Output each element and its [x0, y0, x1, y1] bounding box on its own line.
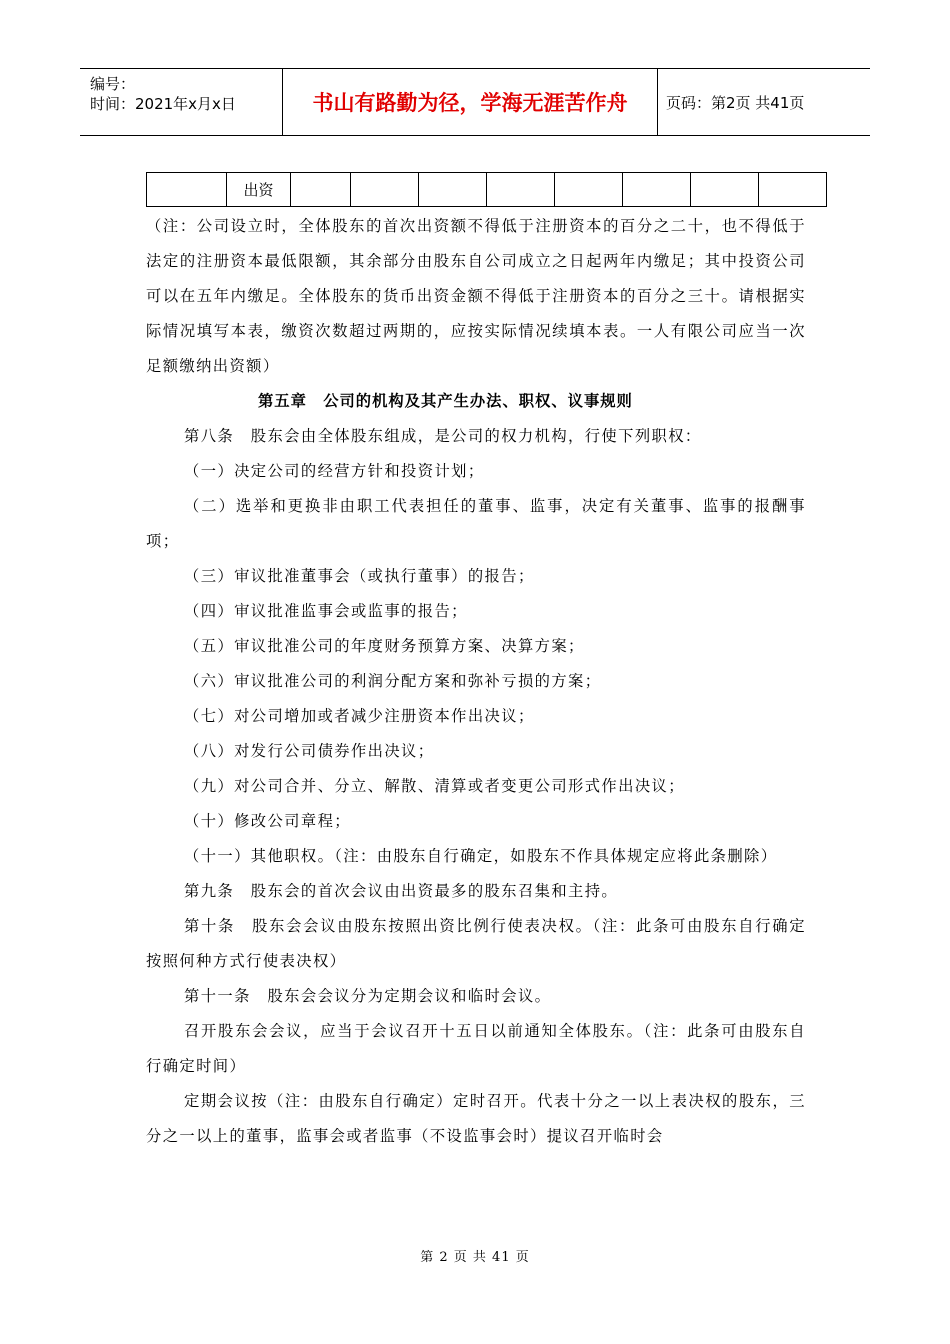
capital-table — [146, 172, 827, 207]
document-time-label: 时间：2021年x月x日 — [90, 95, 236, 113]
table-cell — [291, 173, 351, 207]
table-cell — [555, 173, 623, 207]
list-item: （一）决定公司的经营方针和投资计划； — [184, 462, 485, 480]
header-page-info: 页码：第2页 共41页 — [666, 93, 805, 112]
meeting-notice-paragraph: 召开股东会会议，应当于会议召开十五日以前通知全体股东。（注：此条可由股东自行确定时间） — [146, 1022, 806, 1075]
table-cell — [623, 173, 691, 207]
article-8: 第八条 股东会由全体股东组成，是公司的权力机构，行使下列职权： — [184, 427, 702, 445]
capital-note: （注：公司设立时，全体股东的首次出资额不得低于注册资本的百分之二十，也不得低于法定的注册资本最低限额，其余部分由股东自公司成立之日起两年内缴足；其中投资公司可以在五年内缴足。全体股东的货币出资金额不得低于注册资本的百分之三十。请根据实际情况填写本表，缴资次数超过两期的，应按实际情况续填本表。一人有限公司应当一次足额缴纳出资额） — [146, 217, 806, 375]
chapter-title: 第五章 公司的机构及其产生办法、职权、议事规则 — [258, 392, 633, 410]
page-header — [80, 68, 870, 136]
list-item: （五）审议批准公司的年度财务预算方案、决算方案； — [184, 637, 585, 655]
list-item: （九）对公司合并、分立、解散、清算或者变更公司形式作出决议； — [184, 777, 685, 795]
table-cell — [691, 173, 759, 207]
article-10: 第十条 股东会会议由股东按照出资比例行使表决权。（注：此条可由股东自行确定按照何种方式行使表决权） — [146, 917, 806, 970]
list-item: （六）审议批准公司的利润分配方案和弥补亏损的方案； — [184, 672, 602, 690]
list-item: （十一）其他职权。（注：由股东自行确定，如股东不作具体规定应将此条删除） — [184, 847, 778, 865]
article-11: 第十一条 股东会会议分为定期会议和临时会议。 — [184, 987, 552, 1005]
table-cell-label: 出资 — [227, 173, 291, 207]
list-item: （八）对发行公司债券作出决议； — [184, 742, 435, 760]
regular-meeting-paragraph: 定期会议按（注：由股东自行确定）定时召开。代表十分之一以上表决权的股东，三分之一以上的董事，监事会或者监事（不设监事会时）提议召开临时会 — [146, 1092, 806, 1145]
table-row — [147, 173, 827, 207]
article-9: 第九条 股东会的首次会议由出资最多的股东召集和主持。 — [184, 882, 619, 900]
table-cell — [759, 173, 827, 207]
table-cell — [419, 173, 487, 207]
header-motto: 书山有路勤为径，学海无涯苦作舟 — [312, 91, 628, 115]
page-footer: 第 2 页 共 41 页 — [420, 1250, 530, 1265]
list-item: （七）对公司增加或者减少注册资本作出决议； — [184, 707, 535, 725]
list-item: （四）审议批准监事会或监事的报告； — [184, 602, 468, 620]
list-item: （二）选举和更换非由职工代表担任的董事、监事，决定有关董事、监事的报酬事项； — [146, 497, 806, 550]
table-cell — [487, 173, 555, 207]
header-meta — [80, 69, 282, 135]
table-cell — [351, 173, 419, 207]
table-cell — [147, 173, 227, 207]
list-item: （三）审议批准董事会（或执行董事）的报告； — [184, 567, 535, 585]
header-divider — [657, 69, 658, 135]
list-item: （十）修改公司章程； — [184, 812, 351, 830]
document-body — [146, 209, 806, 1154]
document-number-label: 编号： — [90, 75, 136, 93]
